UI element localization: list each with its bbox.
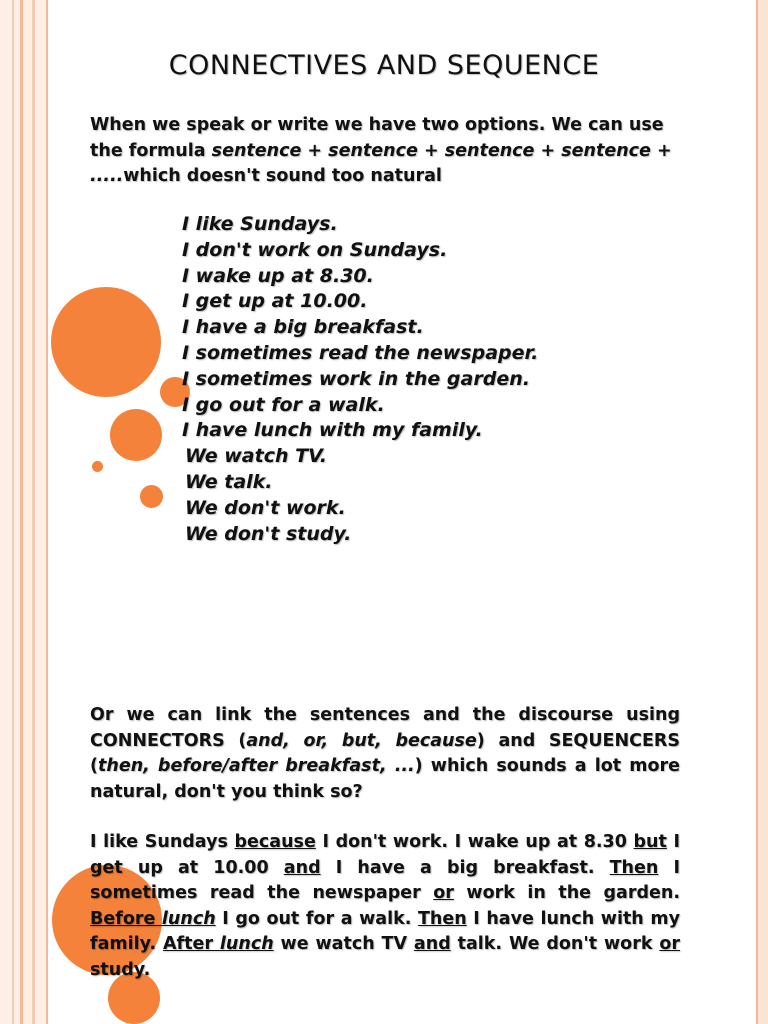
connector-word: and: [413, 934, 451, 954]
example-text: I have lunch with my family.: [90, 908, 680, 954]
example-text: I like Sundays: [90, 832, 235, 852]
list-item: I get up at 10.00.: [182, 290, 368, 313]
intro-paragraph: [90, 113, 680, 190]
list-item: I sometimes read the newspaper.: [182, 341, 539, 364]
list-item: We don't work.: [185, 496, 346, 519]
example-text: I get up at 10.00: [90, 832, 681, 878]
connectors-text: ) which sounds a lot more natural, don't you think so?: [90, 756, 680, 802]
example-text: work in the garden.: [453, 883, 680, 903]
connector-word: but: [633, 832, 667, 852]
list-item: I go out for a walk.: [182, 393, 385, 416]
example-text: we watch TV: [273, 934, 414, 954]
connector-word: because: [234, 832, 316, 852]
example-text: talk. We don't work: [450, 934, 660, 954]
list-item: We watch TV.: [185, 445, 328, 468]
list-item: I have a big breakfast.: [182, 316, 424, 339]
list-item: I don't work on Sundays.: [182, 238, 448, 261]
example-text: I sometimes read the newspaper: [90, 857, 680, 903]
sequencer-examples: then, before/after breakfast, ...: [98, 756, 415, 776]
example-paragraph: [90, 830, 680, 983]
sentence-list: [182, 212, 538, 547]
list-item: I wake up at 8.30.: [182, 264, 374, 287]
example-text: I go out for a walk.: [215, 908, 418, 929]
list-item: I sometimes work in the garden.: [182, 367, 530, 390]
intro-text-end: which doesn't sound too natural: [123, 166, 442, 186]
sequencer-word-italic: lunch: [161, 908, 216, 929]
connectors-paragraph: [90, 703, 680, 805]
page-title: CONNECTIVES AND SEQUENCE: [168, 50, 600, 81]
sequencer-word: After: [163, 934, 220, 954]
connectors-text: ) and SEQUENCERS (: [90, 730, 681, 776]
sequencer-word: Then: [417, 908, 467, 929]
connector-examples: and, or, but, because: [246, 730, 477, 751]
intro-text: When we speak or write we have two options. We can use the formula: [90, 115, 664, 161]
example-text: I don't work. I wake up at 8.30: [315, 832, 634, 852]
intro-formula: sentence + sentence + sentence + sentence + .....: [90, 140, 672, 186]
list-item: I like Sundays.: [182, 213, 338, 235]
list-item: I have lunch with my family.: [182, 419, 483, 442]
sequencer-word: Before: [90, 908, 162, 929]
sequencer-word-italic: lunch: [219, 934, 274, 954]
sequencer-word: Then: [609, 857, 659, 878]
list-item: We don't study.: [185, 522, 352, 545]
connector-word: and: [283, 857, 321, 878]
connector-word: or: [433, 883, 454, 903]
connectors-text: Or we can link the sentences and the discourse using CONNECTORS (: [90, 705, 680, 751]
example-text: I have a big breakfast.: [320, 857, 610, 878]
connector-word: or: [659, 934, 681, 954]
list-item: We talk.: [185, 470, 273, 493]
example-text: study.: [90, 959, 151, 980]
